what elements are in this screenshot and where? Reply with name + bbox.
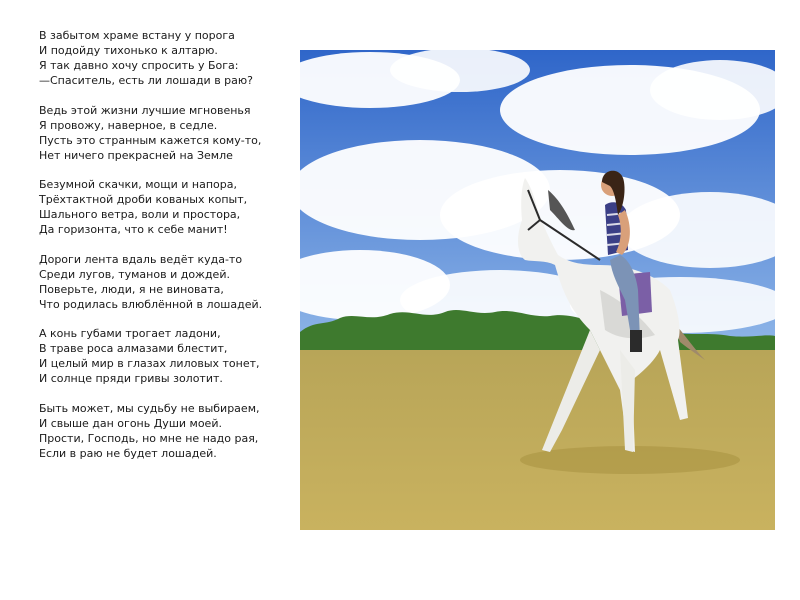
poem-line: Пусть это странным кажется кому-то, bbox=[39, 133, 262, 147]
poem-line: Безумной скачки, мощи и напора, bbox=[39, 178, 238, 191]
stanza bbox=[39, 326, 294, 386]
poem-line: —Спаситель, есть ли лошади в раю? bbox=[39, 74, 253, 87]
field bbox=[300, 350, 775, 530]
stanza bbox=[39, 28, 294, 88]
poem-line: Дороги лента вдаль ведёт куда-то bbox=[39, 252, 243, 266]
stanza bbox=[39, 252, 294, 312]
poem-line: Среди лугов, туманов и дождей. bbox=[39, 267, 230, 281]
poem-line: И солнце пряди гривы золотит. bbox=[39, 372, 223, 385]
poem-line: Я так давно хочу спросить у Бога: bbox=[39, 59, 239, 72]
poem-line: Я провожу, наверное, в седле. bbox=[39, 118, 218, 132]
horse-rider-photo bbox=[300, 50, 775, 530]
poem-line: В траве роса алмазами блестит, bbox=[39, 342, 228, 355]
poem-line: Поверьте, люди, я не виновата, bbox=[39, 282, 224, 296]
stanza bbox=[39, 103, 294, 163]
poem-line: И свыше дан огонь Души моей. bbox=[39, 416, 222, 430]
poem-text bbox=[39, 28, 294, 475]
stanza bbox=[39, 177, 294, 237]
poem-line: Да горизонта, что к себе манит! bbox=[39, 223, 228, 236]
poem-line: И подойду тихонько к алтарю. bbox=[39, 44, 218, 57]
poem-line: И целый мир в глазах лиловых тонет, bbox=[39, 357, 260, 370]
poem-line: Быть может, мы судьбу не выбираем, bbox=[39, 401, 260, 415]
poem-line: Трёхтактной дроби кованых копыт, bbox=[39, 193, 248, 206]
poem-line: Что родилась влюблённой в лошадей. bbox=[39, 297, 263, 311]
poem-line: Шального ветра, воли и простора, bbox=[39, 208, 241, 221]
poem-line: В забытом храме встану у порога bbox=[39, 29, 235, 42]
poem-line: Ведь этой жизни лучшие мгновенья bbox=[39, 103, 251, 117]
poem-line: Нет ничего прекрасней на Земле bbox=[39, 148, 233, 162]
rider-boot bbox=[630, 330, 642, 352]
poem-line: Прости, Господь, но мне не надо рая, bbox=[39, 431, 259, 445]
stanza bbox=[39, 401, 294, 461]
poem-line: А конь губами трогает ладони, bbox=[39, 327, 221, 340]
poem-line: Если в раю не будет лошадей. bbox=[39, 446, 217, 460]
